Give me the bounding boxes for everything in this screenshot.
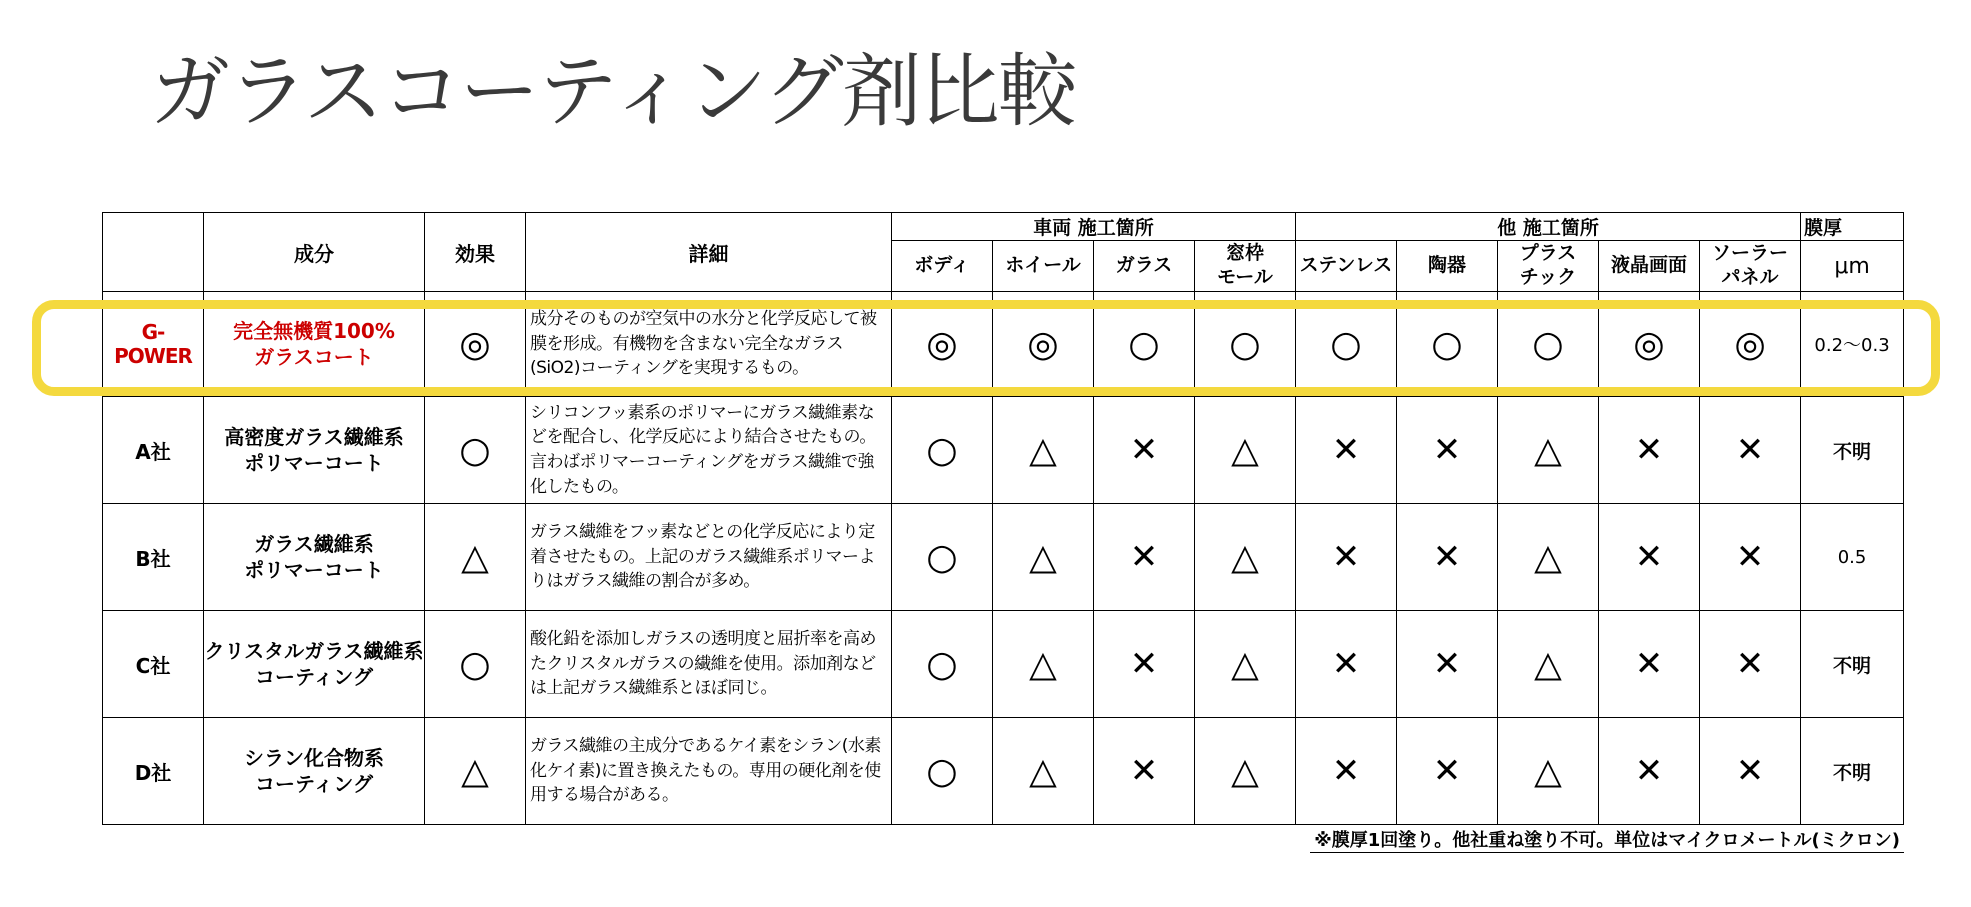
place-rating: ✕ xyxy=(1599,611,1700,718)
company-name: B社 xyxy=(103,504,204,611)
place-rating: △ xyxy=(1195,611,1296,718)
table-row xyxy=(103,718,1904,825)
place-rating: △ xyxy=(1498,718,1599,825)
place-rating: ✕ xyxy=(1397,397,1498,504)
company-name: G-POWER xyxy=(103,292,204,397)
company-name: D社 xyxy=(103,718,204,825)
place-rating: ○ xyxy=(892,611,993,718)
header-effect: 効果 xyxy=(425,213,526,292)
effect-rating: △ xyxy=(425,718,526,825)
page-title: ガラスコーティング剤比較 xyxy=(150,45,1076,138)
place-rating: ✕ xyxy=(1599,397,1700,504)
place-rating: ✕ xyxy=(1700,504,1801,611)
place-rating: ✕ xyxy=(1397,504,1498,611)
place-rating: △ xyxy=(993,504,1094,611)
ingredient-cell: ガラス繊維系 ポリマーコート xyxy=(204,504,425,611)
thickness-value: 0.5 xyxy=(1801,504,1904,611)
effect-rating: ○ xyxy=(425,397,526,504)
ingredient-cell: クリスタルガラス繊維系 コーティング xyxy=(204,611,425,718)
place-rating: ○ xyxy=(892,504,993,611)
table-row xyxy=(103,504,1904,611)
place-rating: △ xyxy=(1498,397,1599,504)
place-rating: ✕ xyxy=(1397,718,1498,825)
place-rating: △ xyxy=(993,718,1094,825)
ingredient-cell: シラン化合物系 コーティング xyxy=(204,718,425,825)
place-rating: ✕ xyxy=(1094,718,1195,825)
header-place: ソーラー パネル xyxy=(1700,241,1801,292)
thickness-value: 不明 xyxy=(1801,611,1904,718)
place-rating: △ xyxy=(1195,397,1296,504)
place-rating: ✕ xyxy=(1700,611,1801,718)
header-thickness: 膜厚 xyxy=(1801,213,1904,241)
place-rating: △ xyxy=(1498,611,1599,718)
place-rating: ○ xyxy=(892,718,993,825)
place-rating: ○ xyxy=(1195,292,1296,397)
place-rating: ○ xyxy=(1094,292,1195,397)
thickness-value: 不明 xyxy=(1801,718,1904,825)
place-rating: ○ xyxy=(1296,292,1397,397)
place-rating: ✕ xyxy=(1296,718,1397,825)
comparison-table xyxy=(102,212,1904,825)
detail-cell: シリコンフッ素系のポリマーにガラス繊維素などを配合し、化学反応により結合させたもの。言わばポリマーコーティングをガラス繊維で強化したもの。 xyxy=(526,397,892,504)
effect-rating: ○ xyxy=(425,611,526,718)
ingredient-cell: 完全無機質100% ガラスコート xyxy=(204,292,425,397)
effect-rating: △ xyxy=(425,504,526,611)
header-place: 液晶画面 xyxy=(1599,241,1700,292)
company-name: C社 xyxy=(103,611,204,718)
header-place: プラス チック xyxy=(1498,241,1599,292)
place-rating: ◎ xyxy=(1599,292,1700,397)
place-rating: ✕ xyxy=(1094,397,1195,504)
place-rating: ✕ xyxy=(1296,504,1397,611)
place-rating: △ xyxy=(1195,504,1296,611)
place-rating: ✕ xyxy=(1397,611,1498,718)
place-rating: ✕ xyxy=(1700,718,1801,825)
ingredient-cell: 高密度ガラス繊維系 ポリマーコート xyxy=(204,397,425,504)
header-ingredient: 成分 xyxy=(204,213,425,292)
thickness-value: 不明 xyxy=(1801,397,1904,504)
place-rating: ○ xyxy=(1397,292,1498,397)
effect-rating: ◎ xyxy=(425,292,526,397)
header-vehicle-group: 車両 施工箇所 xyxy=(892,213,1296,241)
table-row xyxy=(103,397,1904,504)
detail-cell: ガラス繊維の主成分であるケイ素をシラン(水素化ケイ素)に置き換えたもの。専用の硬化剤を使用する場合がある。 xyxy=(526,718,892,825)
place-rating: ◎ xyxy=(993,292,1094,397)
place-rating: ○ xyxy=(1498,292,1599,397)
place-rating: ◎ xyxy=(1700,292,1801,397)
header-detail: 詳細 xyxy=(526,213,892,292)
place-rating: ✕ xyxy=(1296,611,1397,718)
detail-cell: ガラス繊維をフッ素などとの化学反応により定着させたもの。上記のガラス繊維系ポリマーよりはガラス繊維の割合が多め。 xyxy=(526,504,892,611)
place-rating: ✕ xyxy=(1094,504,1195,611)
header-place: ホイール xyxy=(993,241,1094,292)
place-rating: △ xyxy=(993,397,1094,504)
table-row xyxy=(103,611,1904,718)
place-rating: △ xyxy=(1498,504,1599,611)
place-rating: ○ xyxy=(892,397,993,504)
detail-cell: 成分そのものが空気中の水分と化学反応して被膜を形成。有機物を含まない完全なガラス(SiO2)コーティングを実現するもの。 xyxy=(526,292,892,397)
thickness-value: 0.2～0.3 xyxy=(1801,292,1904,397)
footnote: ※膜厚1回塗り。他社重ね塗り不可。単位はマイクロメートル(ミクロン) xyxy=(1310,826,1904,853)
header-place: ガラス xyxy=(1094,241,1195,292)
place-rating: △ xyxy=(1195,718,1296,825)
place-rating: ✕ xyxy=(1599,718,1700,825)
header-place: ボディ xyxy=(892,241,993,292)
header-other-group: 他 施工箇所 xyxy=(1296,213,1801,241)
detail-cell: 酸化鉛を添加しガラスの透明度と屈折率を高めたクリスタルガラスの繊維を使用。添加剤などは上記ガラス繊維系とほぼ同じ。 xyxy=(526,611,892,718)
place-rating: △ xyxy=(993,611,1094,718)
corner-cell xyxy=(103,213,204,292)
header-place: 窓枠 モール xyxy=(1195,241,1296,292)
place-rating: ◎ xyxy=(892,292,993,397)
company-name: A社 xyxy=(103,397,204,504)
table-row xyxy=(103,292,1904,397)
place-rating: ✕ xyxy=(1296,397,1397,504)
place-rating: ✕ xyxy=(1700,397,1801,504)
header-place: ステンレス xyxy=(1296,241,1397,292)
place-rating: ✕ xyxy=(1094,611,1195,718)
place-rating: ✕ xyxy=(1599,504,1700,611)
header-place: 陶器 xyxy=(1397,241,1498,292)
header-thickness-unit: μm xyxy=(1801,241,1904,292)
